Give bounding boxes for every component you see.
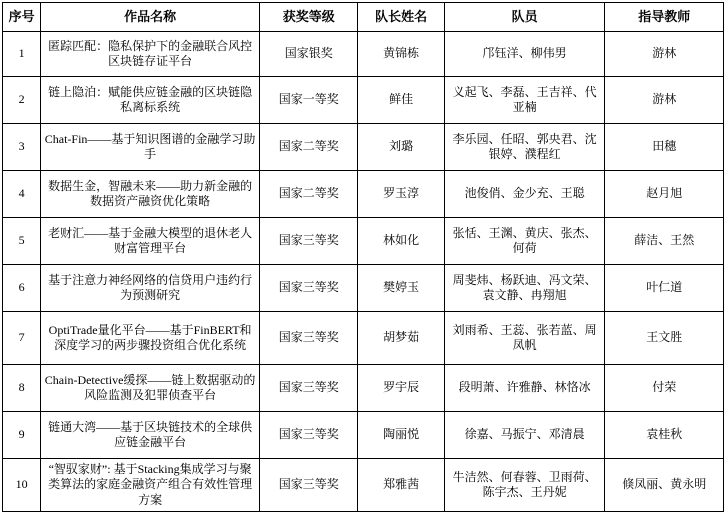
- cell-teacher: 薛洁、王然: [605, 218, 724, 265]
- cell-no: 7: [3, 312, 41, 365]
- table-row: [3, 312, 724, 365]
- cell-teacher: 游林: [605, 32, 724, 77]
- cell-level: 国家三等奖: [260, 459, 358, 512]
- table-row: [3, 77, 724, 124]
- column-header-leader: 队长姓名: [358, 3, 444, 32]
- cell-name: 老财汇——基于金融大模型的退休老人财富管理平台: [41, 218, 260, 265]
- table-row: [3, 124, 724, 171]
- cell-members: 义起飞、李磊、王吉祥、代亚楠: [444, 77, 605, 124]
- cell-no: 3: [3, 124, 41, 171]
- cell-teacher: 倏凤丽、黄永明: [605, 459, 724, 512]
- table-row: [3, 218, 724, 265]
- cell-no: 8: [3, 365, 41, 412]
- cell-members: 李乐园、任昭、郭央君、沈银婷、濮程红: [444, 124, 605, 171]
- cell-leader: 黄锦栋: [358, 32, 444, 77]
- cell-leader: 胡梦茹: [358, 312, 444, 365]
- cell-leader: 刘璐: [358, 124, 444, 171]
- cell-teacher: 叶仁道: [605, 265, 724, 312]
- table-row: [3, 412, 724, 459]
- cell-members: 牛洁然、何春蓉、卫雨荷、陈宇杰、王丹妮: [444, 459, 605, 512]
- cell-level: 国家一等奖: [260, 77, 358, 124]
- cell-teacher: 田穗: [605, 124, 724, 171]
- cell-level: 国家三等奖: [260, 218, 358, 265]
- cell-teacher: 赵月旭: [605, 171, 724, 218]
- cell-leader: 罗宇辰: [358, 365, 444, 412]
- table-row: [3, 265, 724, 312]
- cell-teacher: 袁桂秋: [605, 412, 724, 459]
- cell-level: 国家二等奖: [260, 171, 358, 218]
- table-row: [3, 365, 724, 412]
- cell-no: 10: [3, 459, 41, 512]
- cell-level: 国家三等奖: [260, 312, 358, 365]
- column-header-members: 队员: [444, 3, 605, 32]
- cell-level: 国家三等奖: [260, 265, 358, 312]
- table-header: [3, 3, 724, 32]
- cell-name: 基于注意力神经网络的信贷用户违约行为预测研究: [41, 265, 260, 312]
- cell-no: 6: [3, 265, 41, 312]
- cell-name: 链上隐泊：赋能供应链金融的区块链隐私离标系统: [41, 77, 260, 124]
- cell-leader: 鲜佳: [358, 77, 444, 124]
- cell-leader: 陶丽悦: [358, 412, 444, 459]
- cell-members: 池俊俏、金少充、王聪: [444, 171, 605, 218]
- cell-members: 段明萧、许雅静、林恪冰: [444, 365, 605, 412]
- cell-leader: 郑雅茜: [358, 459, 444, 512]
- cell-name: 链通大湾——基于区块链技术的全球供应链金融平台: [41, 412, 260, 459]
- cell-no: 2: [3, 77, 41, 124]
- cell-leader: 林如化: [358, 218, 444, 265]
- cell-level: 国家三等奖: [260, 412, 358, 459]
- cell-no: 4: [3, 171, 41, 218]
- cell-teacher: 游林: [605, 77, 724, 124]
- cell-level: 国家三等奖: [260, 365, 358, 412]
- column-header-name: 作品名称: [41, 3, 260, 32]
- table-row: [3, 32, 724, 77]
- cell-members: 张恬、王渊、黄庆、张杰、何荷: [444, 218, 605, 265]
- cell-members: 徐嘉、马振宁、邓清晨: [444, 412, 605, 459]
- cell-leader: 罗玉淳: [358, 171, 444, 218]
- cell-no: 5: [3, 218, 41, 265]
- cell-name: 数据生金，智融未来——助力新金融的数据资产融资优化策略: [41, 171, 260, 218]
- cell-name: Chain-Detective缓探——链上数据驱动的风险监测及犯罪侦查平台: [41, 365, 260, 412]
- cell-teacher: 王文胜: [605, 312, 724, 365]
- table-body: [3, 32, 724, 512]
- cell-members: 刘雨希、王蕊、张若蓝、周凤帆: [444, 312, 605, 365]
- cell-level: 国家二等奖: [260, 124, 358, 171]
- cell-name: Chat-Fin——基于知识图谱的金融学习助手: [41, 124, 260, 171]
- award-table: [2, 2, 724, 512]
- table-header-row: [3, 3, 724, 32]
- cell-name: 匿踪匹配：隐私保护下的金融联合风控区块链存证平台: [41, 32, 260, 77]
- cell-no: 9: [3, 412, 41, 459]
- column-header-level: 获奖等级: [260, 3, 358, 32]
- cell-name: OptiTrade量化平台——基于FinBERT和深度学习的两步骤投资组合优化系统: [41, 312, 260, 365]
- cell-teacher: 付荣: [605, 365, 724, 412]
- cell-leader: 樊婷玉: [358, 265, 444, 312]
- table-row: [3, 459, 724, 512]
- cell-no: 1: [3, 32, 41, 77]
- cell-name: “智驭家财”: 基于Stacking集成学习与聚类算法的家庭金融资产组合有效性管理方案: [41, 459, 260, 512]
- cell-members: 邝钰洋、柳伟男: [444, 32, 605, 77]
- cell-level: 国家银奖: [260, 32, 358, 77]
- cell-members: 周斐炜、杨跃迪、冯文荣、袁文静、冉翔旭: [444, 265, 605, 312]
- table-row: [3, 171, 724, 218]
- column-header-teacher: 指导教师: [605, 3, 724, 32]
- column-header-no: 序号: [3, 3, 41, 32]
